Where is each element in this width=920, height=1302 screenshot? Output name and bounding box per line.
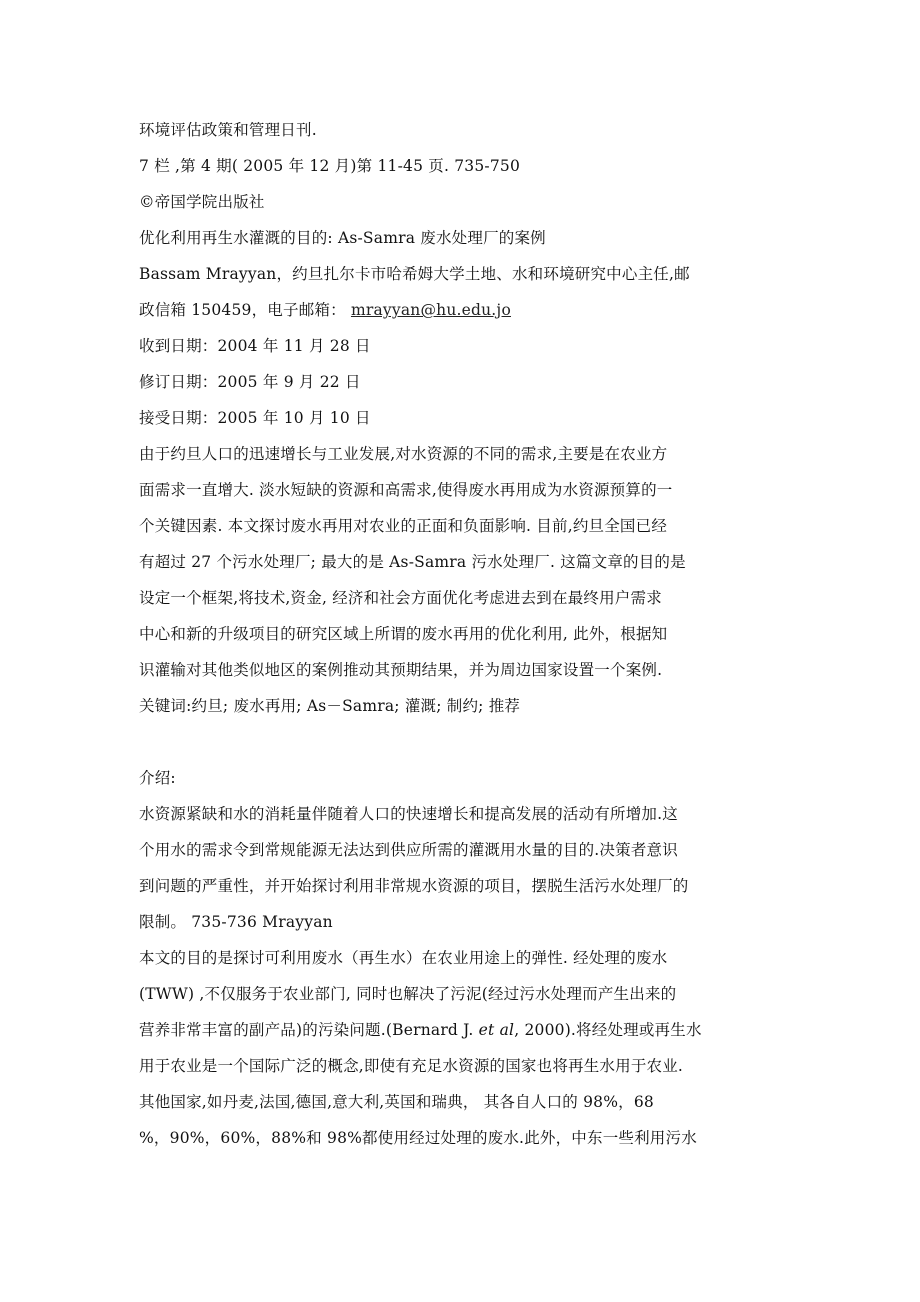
abstract-line: 面需求一直增大. 淡水短缺的资源和高需求,使得废水再用成为水资源预算的一	[139, 481, 673, 499]
abstract-line: 由于约旦人口的迅速增长与工业发展,对水资源的不同的需求,主要是在农业方	[139, 445, 668, 463]
revised-date: 修订日期：2005 年 9 月 22 日	[139, 373, 361, 391]
paragraph-line: 限制。 735-736 Mrayyan	[139, 913, 333, 931]
abstract-line: 识灌输对其他类似地区的案例推动其预期结果，并为周边国家设置一个案例.	[139, 661, 663, 679]
email-link[interactable]: mrayyan@hu.edu.jo	[350, 301, 511, 319]
introduction-paragraph-2	[139, 940, 779, 1156]
author-affiliation-line-1: Bassam Mrayyan，约旦扎尔卡市哈希姆大学土地、水和环境研究中心主任,邮	[139, 265, 690, 283]
volume-info: 7 栏 ,第 4 期( 2005 年 12 月)第 11-45 页. 735-750	[139, 157, 521, 175]
paragraph-line: 水资源紧缺和水的消耗量伴随着人口的快速增长和提高发展的活动有所增加.这	[139, 805, 678, 823]
contact-label: 政信箱 150459，电子邮箱：	[139, 301, 346, 319]
citation-text-before: 营养非常丰富的副产品)的污染问题.(Bernard J.	[139, 1021, 479, 1039]
paragraph-line-with-citation	[139, 1012, 779, 1048]
paragraph-line: 其他国家,如丹麦,法国,德国,意大利,英国和瑞典， 其各自人口的 98%，68	[139, 1093, 654, 1111]
journal-name: 环境评估政策和管理日刊.	[139, 121, 317, 139]
article-title: 优化利用再生水灌溉的目的: As-Samra 废水处理厂的案例	[139, 229, 546, 247]
abstract-line: 个关键因素. 本文探讨废水再用对农业的正面和负面影响. 目前,约旦全国已经	[139, 517, 668, 535]
received-date: 收到日期：2004 年 11 月 28 日	[139, 337, 371, 355]
paragraph-line: (TWW) ,不仅服务于农业部门, 同时也解决了污泥(经过污水处理而产生出来的	[139, 985, 677, 1003]
citation-text-after: , 2000).将经处理或再生水	[514, 1021, 702, 1039]
citation-et-al: et al	[478, 1021, 515, 1039]
paragraph-line: 到问题的严重性，并开始探讨利用非常规水资源的项目，摆脱生活污水处理厂的	[139, 877, 689, 895]
accepted-date: 接受日期：2005 年 10 月 10 日	[139, 409, 371, 427]
introduction-paragraph-1	[139, 796, 779, 940]
spacer	[139, 724, 779, 760]
keywords-line: 关键词:约旦; 废水再用; As－Samra; 灌溉; 制约; 推荐	[139, 697, 521, 715]
paragraph-line: %，90%，60%，88%和 98%都使用经过处理的废水.此外，中东一些利用污水	[139, 1129, 697, 1147]
abstract-paragraph	[139, 436, 779, 688]
paragraph-line: 用于农业是一个国际广泛的概念,即使有充足水资源的国家也将再生水用于农业.	[139, 1057, 684, 1075]
author-affiliation-line-2	[139, 292, 779, 328]
document-page	[139, 112, 779, 1156]
paragraph-line: 个用水的需求令到常规能源无法达到供应所需的灌溉用水量的目的.决策者意识	[139, 841, 678, 859]
abstract-line: 设定一个框架,将技术,资金, 经济和社会方面优化考虑进去到在最终用户需求	[139, 589, 662, 607]
paragraph-line: 本文的目的是探讨可利用废水（再生水）在农业用途上的弹性. 经处理的废水	[139, 949, 668, 967]
abstract-line: 中心和新的升级项目的研究区域上所谓的废水再用的优化利用, 此外，根据知	[139, 625, 668, 643]
introduction-heading: 介绍:	[139, 769, 176, 787]
copyright-line: ©帝国学院出版社	[139, 193, 265, 211]
abstract-line: 有超过 27 个污水处理厂; 最大的是 As-Samra 污水处理厂. 这篇文章的目的是	[139, 553, 686, 571]
